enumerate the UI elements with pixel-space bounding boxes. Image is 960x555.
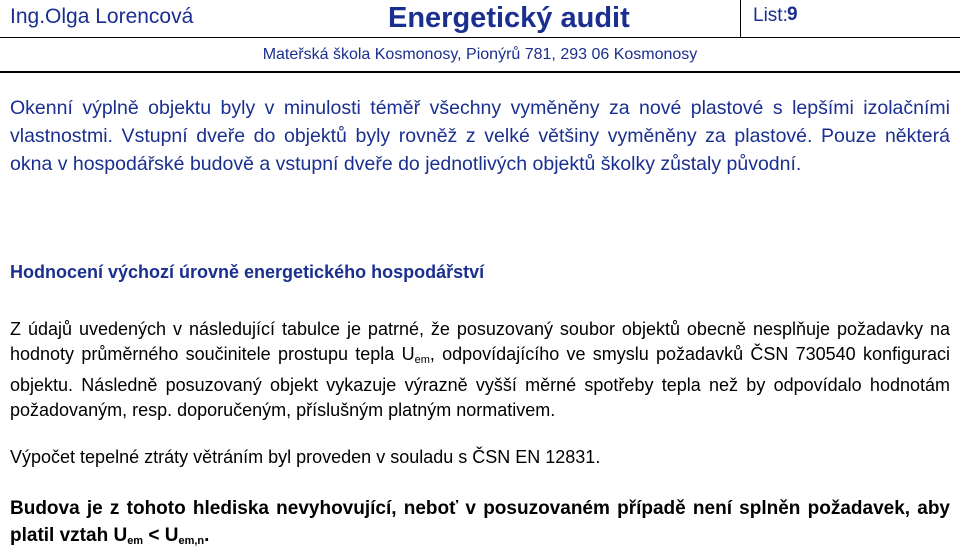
- paragraph-windows-doors: Okenní výplně objektu byly v minulosti téměř všechny vyměněny za nové plastové s lepšími izolačními vlastnostmi. Vstupní dveře do objektů byly rovněž z velké většiny vyměněny za plastové. Pouze některá okna v hospodářské budově a vstupní dveře do jednotlivých objektů školky zůstaly původní.: [10, 97, 950, 175]
- paragraph-evaluation-text-2: , odpovídajícího ve smyslu požadavků ČSN 730540 konfiguraci objektu. Následně posuzovaný objekt vykazuje výrazně vyšší měrné spotřeby tepla než by odpovídalo hodnotám požadovaným, resp. doporučeným, příslušným platným normativem.: [10, 344, 950, 420]
- conclusion-text-1: Budova je z tohoto hlediska nevyhovující, neboť v posuzovaném případě není splněn požadavek, aby platil vztah U: [10, 498, 950, 546]
- conclusion-subscript-emn: em,n: [178, 535, 205, 547]
- paragraph-ventilation: Výpočet tepelné ztráty větráním byl proveden v souladu s ČSN EN 12831.: [10, 447, 601, 467]
- page-number: 9: [787, 4, 798, 25]
- author-name: Ing.Olga Lorencová: [10, 5, 194, 28]
- page-header: [0, 0, 960, 73]
- conclusion-text-2: < U: [143, 525, 179, 546]
- paragraph-evaluation-text-1: Z údajů uvedených v následující tabulce je patrné, že posuzovaný soubor objektů obecně nesplňuje požadavky na hodnoty průměrného součinitele prostupu tepla U: [10, 319, 950, 364]
- page-number-box: [740, 0, 821, 37]
- conclusion-text-end: .: [204, 525, 210, 546]
- page-label: List:: [753, 5, 788, 26]
- conclusion-subscript-em: em: [127, 535, 144, 547]
- paragraph-evaluation: [10, 317, 950, 423]
- section-heading: Hodnocení výchozí úrovně energetického hospodářství: [10, 262, 485, 282]
- u-em-subscript: em: [414, 354, 430, 366]
- paragraph-conclusion: [10, 495, 950, 555]
- header-divider-top: [0, 37, 960, 38]
- header-subtitle: Mateřská škola Kosmonosy, Pionýrů 781, 293 06 Kosmonosy: [262, 46, 698, 63]
- header-divider-bottom: [0, 71, 960, 73]
- document-title: Energetický audit: [388, 2, 630, 34]
